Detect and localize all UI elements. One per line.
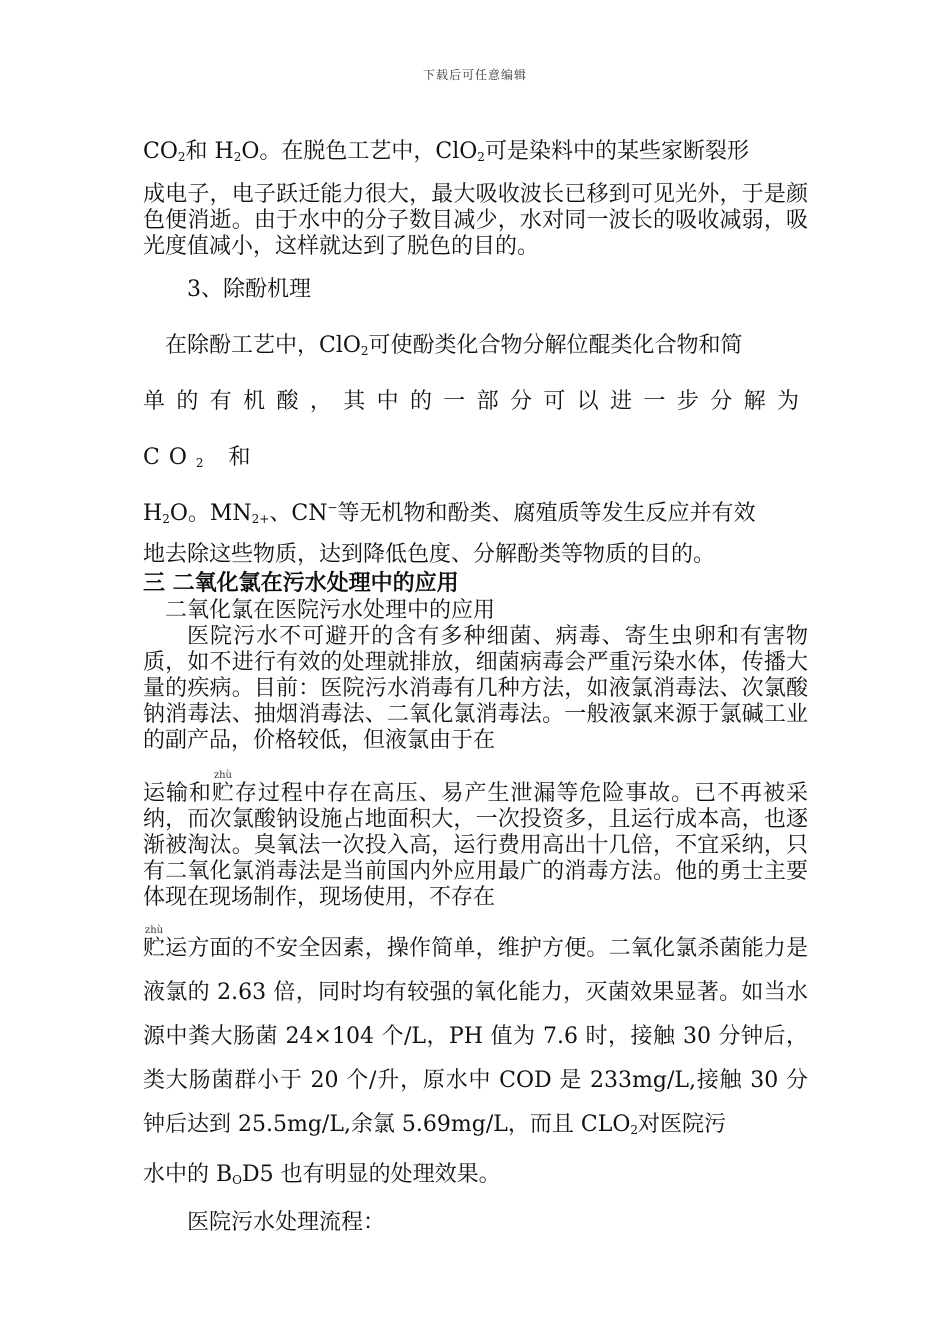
paragraph-decolor-cont: 成电子，电子跃迁能力很大，最大吸收波长已移到可见光外，于是颜色便消逝。由于水中的分子数目减少，水对同一波长的吸收减弱，吸光度值减小，这样就达到了脱色的目的。 — [143, 182, 808, 259]
paragraph-phenol-3: $H_2O$。$MN_{2+}$、CN−等无机物和酚类、腐殖质等发生反应并有效 — [143, 500, 756, 526]
section-title-application: 三 二氧化氯在污水处理中的应用 — [143, 571, 459, 596]
paragraph-hospital-3: 贮zhù运方面的不安全因素，操作简单，维护方便。二氧化氯杀菌能力是液氯的 2.63 倍，同时均有较强的氧化能力，灭菌效果显著。如当水源中粪大肠菌 24×104 个/L，PH 值为 7.6 时，接触 30 分钟后，类大肠菌群小于 20 个/升，原水中 COD 是 233mg/L,接触 30 分钟后达到 25.5mg/L,余氯 5.69mg/L，而且 $CLO_2$对医院污 — [143, 925, 808, 1137]
paragraph-hospital-1: 医院污水不可避开的含有多种细菌、病毒、寄生虫卵和有害物质，如不进行有效的处理就排放，细菌病毒会严重污染水体，传播大量的疾病。目前：医院污水消毒有几种方法，如液氯消毒法、次氯酸钠消毒法、抽烟消毒法、二氧化氯消毒法。一般液氯来源于氯碱工业的副产品，价格较低，但液氯由于在 — [143, 624, 808, 753]
heading-phenol-mechanism: 3、除酚机理 — [187, 277, 311, 302]
ruby-zhu: 贮zhù — [211, 770, 235, 806]
ruby-zhu-2: 贮zhù — [143, 925, 166, 961]
page-header: 下载后可任意编辑 — [422, 68, 527, 82]
paragraph-process-flow: 医院污水处理流程： — [187, 1210, 386, 1235]
paragraph-hospital-4: 水中的 $B_OD5$ 也有明显的处理效果。 — [143, 1162, 501, 1187]
paragraph-phenol-1: 在除酚工艺中，ClO$_2$可使酚类化合物分解位醌类化合物和简 — [165, 333, 743, 358]
paragraph-hospital-2: 运输和贮zhù存过程中存在高压、易产生泄漏等危险事故。已不再被采纳，而次氯酸钠设施占地面积大，一次投资多，且运行成本高，也逐渐被淘汰。臭氧法一次投入高，运行费用高出十几倍，不宜采纳，只有二氧化氯消毒法是当前国内外应用最广的消毒方法。他的勇士主要体现在现场制作，现场使用，不存在 — [143, 770, 808, 910]
section-subtitle-hospital: 二氧化氯在医院污水处理中的应用 — [165, 598, 496, 623]
document-body — [143, 130, 808, 1245]
paragraph-phenol-2: 单的有机酸，其中的一部分可以进一步分解为 $CO_2$ 和 — [143, 389, 808, 470]
paragraph-decolor: $CO_2$和 $H_2O$。在脱色工艺中，ClO$_2$可是染料中的某些家断裂形 — [143, 139, 749, 164]
paragraph-phenol-4: 地去除这些物质，达到降低色度、分解酚类等物质的目的。 — [143, 542, 716, 567]
